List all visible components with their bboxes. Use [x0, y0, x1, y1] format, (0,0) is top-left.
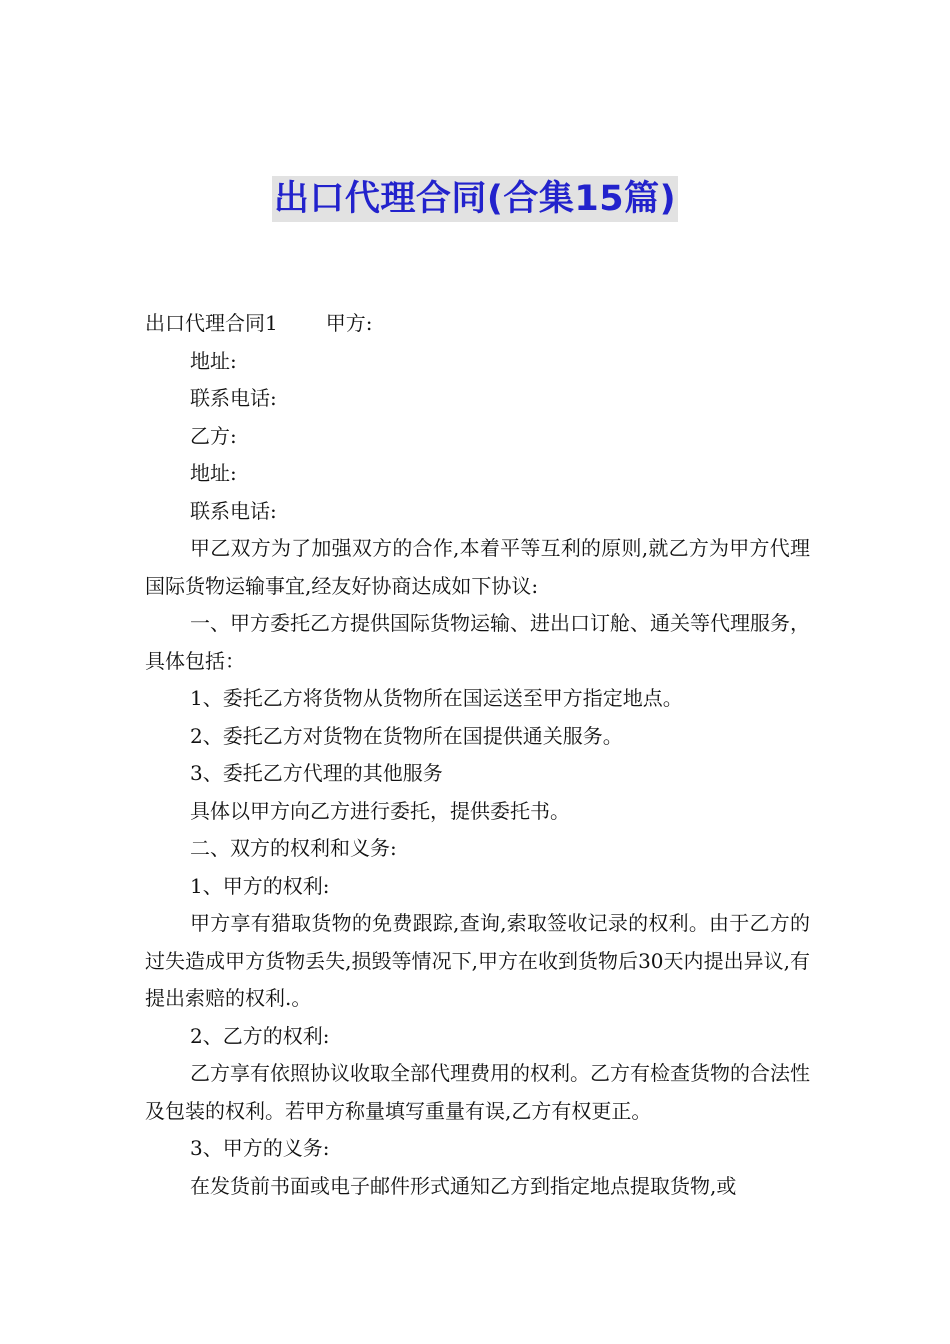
paragraph: 3、甲方的义务: [190, 1136, 330, 1160]
party-a-label: 甲方: [325, 311, 373, 335]
paragraph: 地址: [190, 348, 237, 373]
paragraph: 在发货前书面或电子邮件形式通知乙方到指定地点提取货物,或 [190, 1173, 737, 1198]
contract-heading: 出口代理合同1 [145, 311, 278, 335]
document-title: 出口代理合同(合集15篇) [272, 176, 678, 222]
paragraph: 2、委托乙方对货物在货物所在国提供通关服务。 [190, 723, 623, 748]
contract-heading-line [145, 305, 810, 343]
document-body [145, 305, 810, 1205]
paragraph: 1、委托乙方将货物从货物所在国运送至甲方指定地点。 [190, 686, 683, 710]
paragraph: 乙方: [190, 423, 237, 448]
paragraph: 具体以甲方向乙方进行委托，提供委托书。 [190, 798, 570, 823]
paragraph: 联系电话: [190, 386, 277, 410]
paragraph: 2、乙方的权利: [190, 1023, 330, 1048]
paragraph: 甲乙双方为了加强双方的合作,本着平等互利的原则,就乙方为甲方代理国际货物运输事宜,经友好协商达成如下协议: [145, 536, 810, 598]
paragraph: 乙方享有依照协议收取全部代理费用的权利。乙方有检查货物的合法性及包装的权利。若甲方称量填写重量有误,乙方有权更正。 [145, 1061, 810, 1123]
paragraph: 联系电话: [190, 498, 277, 523]
paragraph: 地址: [190, 461, 237, 485]
title-container [0, 176, 950, 222]
paragraph: 3、委托乙方代理的其他服务 [190, 761, 443, 785]
paragraph: 甲方享有猎取货物的免费跟踪,查询,索取签收记录的权利。由于乙方的过失造成甲方货物丢失,损毁等情况下,甲方在收到货物后30天内提出异议,有提出索赔的权利.。 [145, 911, 810, 1010]
paragraph: 一、甲方委托乙方提供国际货物运输、进出口订舱、通关等代理服务，具体包括： [145, 611, 810, 673]
paragraph: 1、甲方的权利: [190, 873, 330, 898]
paragraph: 二、双方的权利和义务: [190, 836, 397, 860]
